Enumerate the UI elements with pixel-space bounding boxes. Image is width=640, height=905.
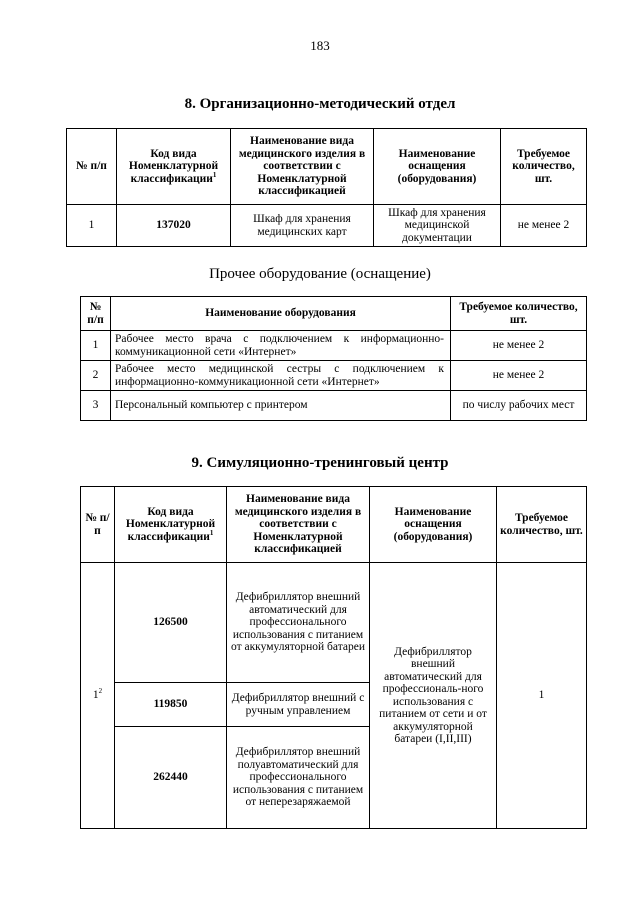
cell-equip: Дефибриллятор внешний автоматический для профессиональ-ного использования с питанием от сети и от аккумуляторной батареи (I,II,III)	[370, 563, 497, 829]
cell-qty: 1	[497, 563, 587, 829]
cell-num: 1	[67, 205, 117, 247]
cell-name: Персональный компьютер с принтером	[111, 391, 451, 421]
cell-name: Рабочее место врача с подключением к информационно-коммуникационной сети «Интернет»	[111, 331, 451, 361]
cell-qty: не менее 2	[501, 205, 587, 247]
cell-device: Дефибриллятор внешний автоматический для профессионального использования с питанием от аккумуляторной батареи	[227, 563, 370, 683]
table-row	[67, 205, 587, 247]
header-equip: Наименование оснащения (оборудования)	[370, 487, 497, 563]
cell-code: 137020	[117, 205, 231, 247]
header-qty: Требуемое количество, шт.	[501, 129, 587, 205]
cell-num: 3	[81, 391, 111, 421]
cell-equip: Шкаф для хранения медицинской документации	[374, 205, 501, 247]
cell-qty: по числу рабочих мест	[451, 391, 587, 421]
cell-name: Рабочее место медицинской сестры с подключением к информационно-коммуникационной сети «Интернет»	[111, 361, 451, 391]
table-row	[81, 361, 587, 391]
cell-device: Шкаф для хранения медицинских карт	[231, 205, 374, 247]
header-device: Наименование вида медицинского изделия в соответствии с Номенклатурной классификацией	[227, 487, 370, 563]
cell-num: 1	[81, 331, 111, 361]
header-device: Наименование вида медицинского изделия в соответствии с Номенклатурной классификацией	[231, 129, 374, 205]
header-num: № п/п	[67, 129, 117, 205]
table-row	[81, 331, 587, 361]
header-code: Код вида Номенклатурной классификации$^1$	[117, 129, 231, 205]
cell-num: 2	[81, 361, 111, 391]
header-qty: Требуемое количество, шт.	[451, 297, 587, 331]
header-qty: Требуемое количество, шт.	[497, 487, 587, 563]
header-code: Код вида Номенклатурной классификации$^1$	[115, 487, 227, 563]
other-equipment-title: Прочее оборудование (оснащение)	[209, 266, 431, 282]
cell-qty: не менее 2	[451, 361, 587, 391]
header-num: № п/п	[81, 297, 111, 331]
table-row	[81, 391, 587, 421]
section-9-table	[80, 486, 587, 829]
header-name: Наименование оборудования	[111, 297, 451, 331]
cell-code: 126500	[115, 563, 227, 683]
header-equip: Наименование оснащения (оборудования)	[374, 129, 501, 205]
cell-code: 262440	[115, 727, 227, 829]
section-9-title: 9. Симуляционно-тренинговый центр	[191, 455, 449, 471]
header-num: № п/п	[81, 487, 115, 563]
cell-code: 119850	[115, 683, 227, 727]
section-8-title: 8. Организационно-методический отдел	[184, 96, 456, 112]
table-row	[81, 563, 587, 683]
cell-qty: не менее 2	[451, 331, 587, 361]
other-equipment-table	[80, 296, 587, 421]
section-8-table	[66, 128, 587, 247]
cell-device: Дефибриллятор внешний полуавтоматический для профессионального использования с питанием от неперезаряжаемой	[227, 727, 370, 829]
cell-num: $1^2$	[81, 563, 115, 829]
cell-device: Дефибриллятор внешний с ручным управлением	[227, 683, 370, 727]
page-number: 183	[310, 38, 330, 53]
